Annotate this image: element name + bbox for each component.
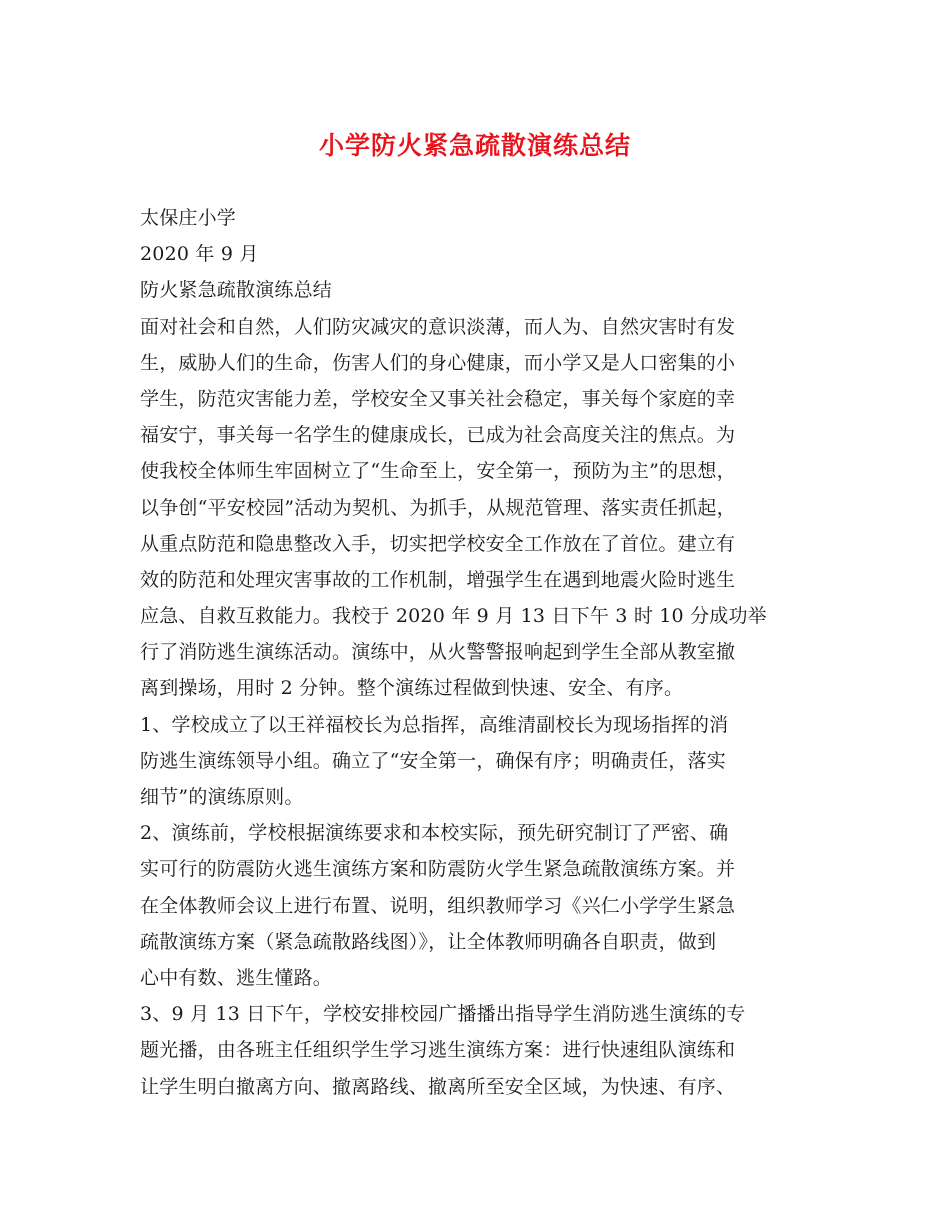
numbered-item-line: 题光播，由各班主任组织学生学习逃生演练方案：进行快速组队演练和 <box>140 1039 736 1062</box>
body-line: 应急、自救互救能力。我校于 2020 年 9 月 13 日下午 3 时 10 分成功举 <box>140 605 767 628</box>
body-line: 从重点防范和隐患整改入手，切实把学校安全工作放在了首位。建立有 <box>140 532 736 555</box>
numbered-item-line: 防逃生演练领导小组。确立了“安全第一，确保有序；明确责任，落实 <box>140 749 726 772</box>
numbered-item-line: 1、学校成立了以王祥福校长为总指挥，高维清副校长为现场指挥的消 <box>140 713 729 736</box>
numbered-item-line: 心中有数、逃生懂路。 <box>140 966 333 989</box>
document-title: 小学防火紧急疏散演练总结 <box>318 131 631 160</box>
body-line: 行了消防逃生演练活动。演练中，从火警警报响起到学生全部从教室撤 <box>140 641 736 664</box>
numbered-item-line: 3、9 月 13 日下午，学校安排校园广播播出指导学生消防逃生演练的专 <box>140 1003 746 1026</box>
school-name: 太保庄小学 <box>140 207 237 229</box>
numbered-item-line: 2、演练前，学校根据演练要求和本校实际，预先研究制订了严密、确 <box>140 822 729 845</box>
body-line: 以争创“平安校园”活动为契机、为抓手，从规范管理、落实责任抓起， <box>140 496 736 519</box>
document-subtitle: 防火紧急疏散演练总结 <box>140 279 333 302</box>
document-body <box>140 200 816 1105</box>
body-line: 使我校全体师生牢固树立了“生命至上，安全第一，预防为主”的思想， <box>140 460 736 483</box>
numbered-item-line: 实可行的防震防火逃生演练方案和防震防火学生紧急疏散演练方案。并 <box>140 858 736 881</box>
body-line: 学生，防范灾害能力差，学校安全又事关社会稳定，事关每个家庭的幸 <box>140 387 736 410</box>
numbered-item-line: 在全体教师会议上进行布置、说明，组织教师学习《兴仁小学学生紧急 <box>140 894 736 917</box>
body-line: 面对社会和自然，人们防灾减灾的意识淡薄，而人为、自然灾害时有发 <box>140 315 736 338</box>
body-line: 离到操场，用时 2 分钟。整个演练过程做到快速、安全、有序。 <box>140 677 684 700</box>
numbered-item-line: 疏散演练方案（紧急疏散路线图）》，让全体教师明确各自职责，做到 <box>140 930 717 953</box>
document-date: 2020 年 9 月 <box>140 243 259 266</box>
body-line: 生，威胁人们的生命，伤害人们的身心健康，而小学又是人口密集的小 <box>140 351 736 374</box>
body-line: 效的防范和处理灾害事故的工作机制，增强学生在遇到地震火险时逃生 <box>140 568 736 591</box>
numbered-item-line: 让学生明白撤离方向、撤离路线、撤离所至安全区域，为快速、有序、 <box>140 1075 736 1098</box>
body-line: 福安宁，事关每一名学生的健康成长，已成为社会高度关注的焦点。为 <box>140 424 736 447</box>
numbered-item-line: 细节”的演练原则。 <box>140 786 304 808</box>
